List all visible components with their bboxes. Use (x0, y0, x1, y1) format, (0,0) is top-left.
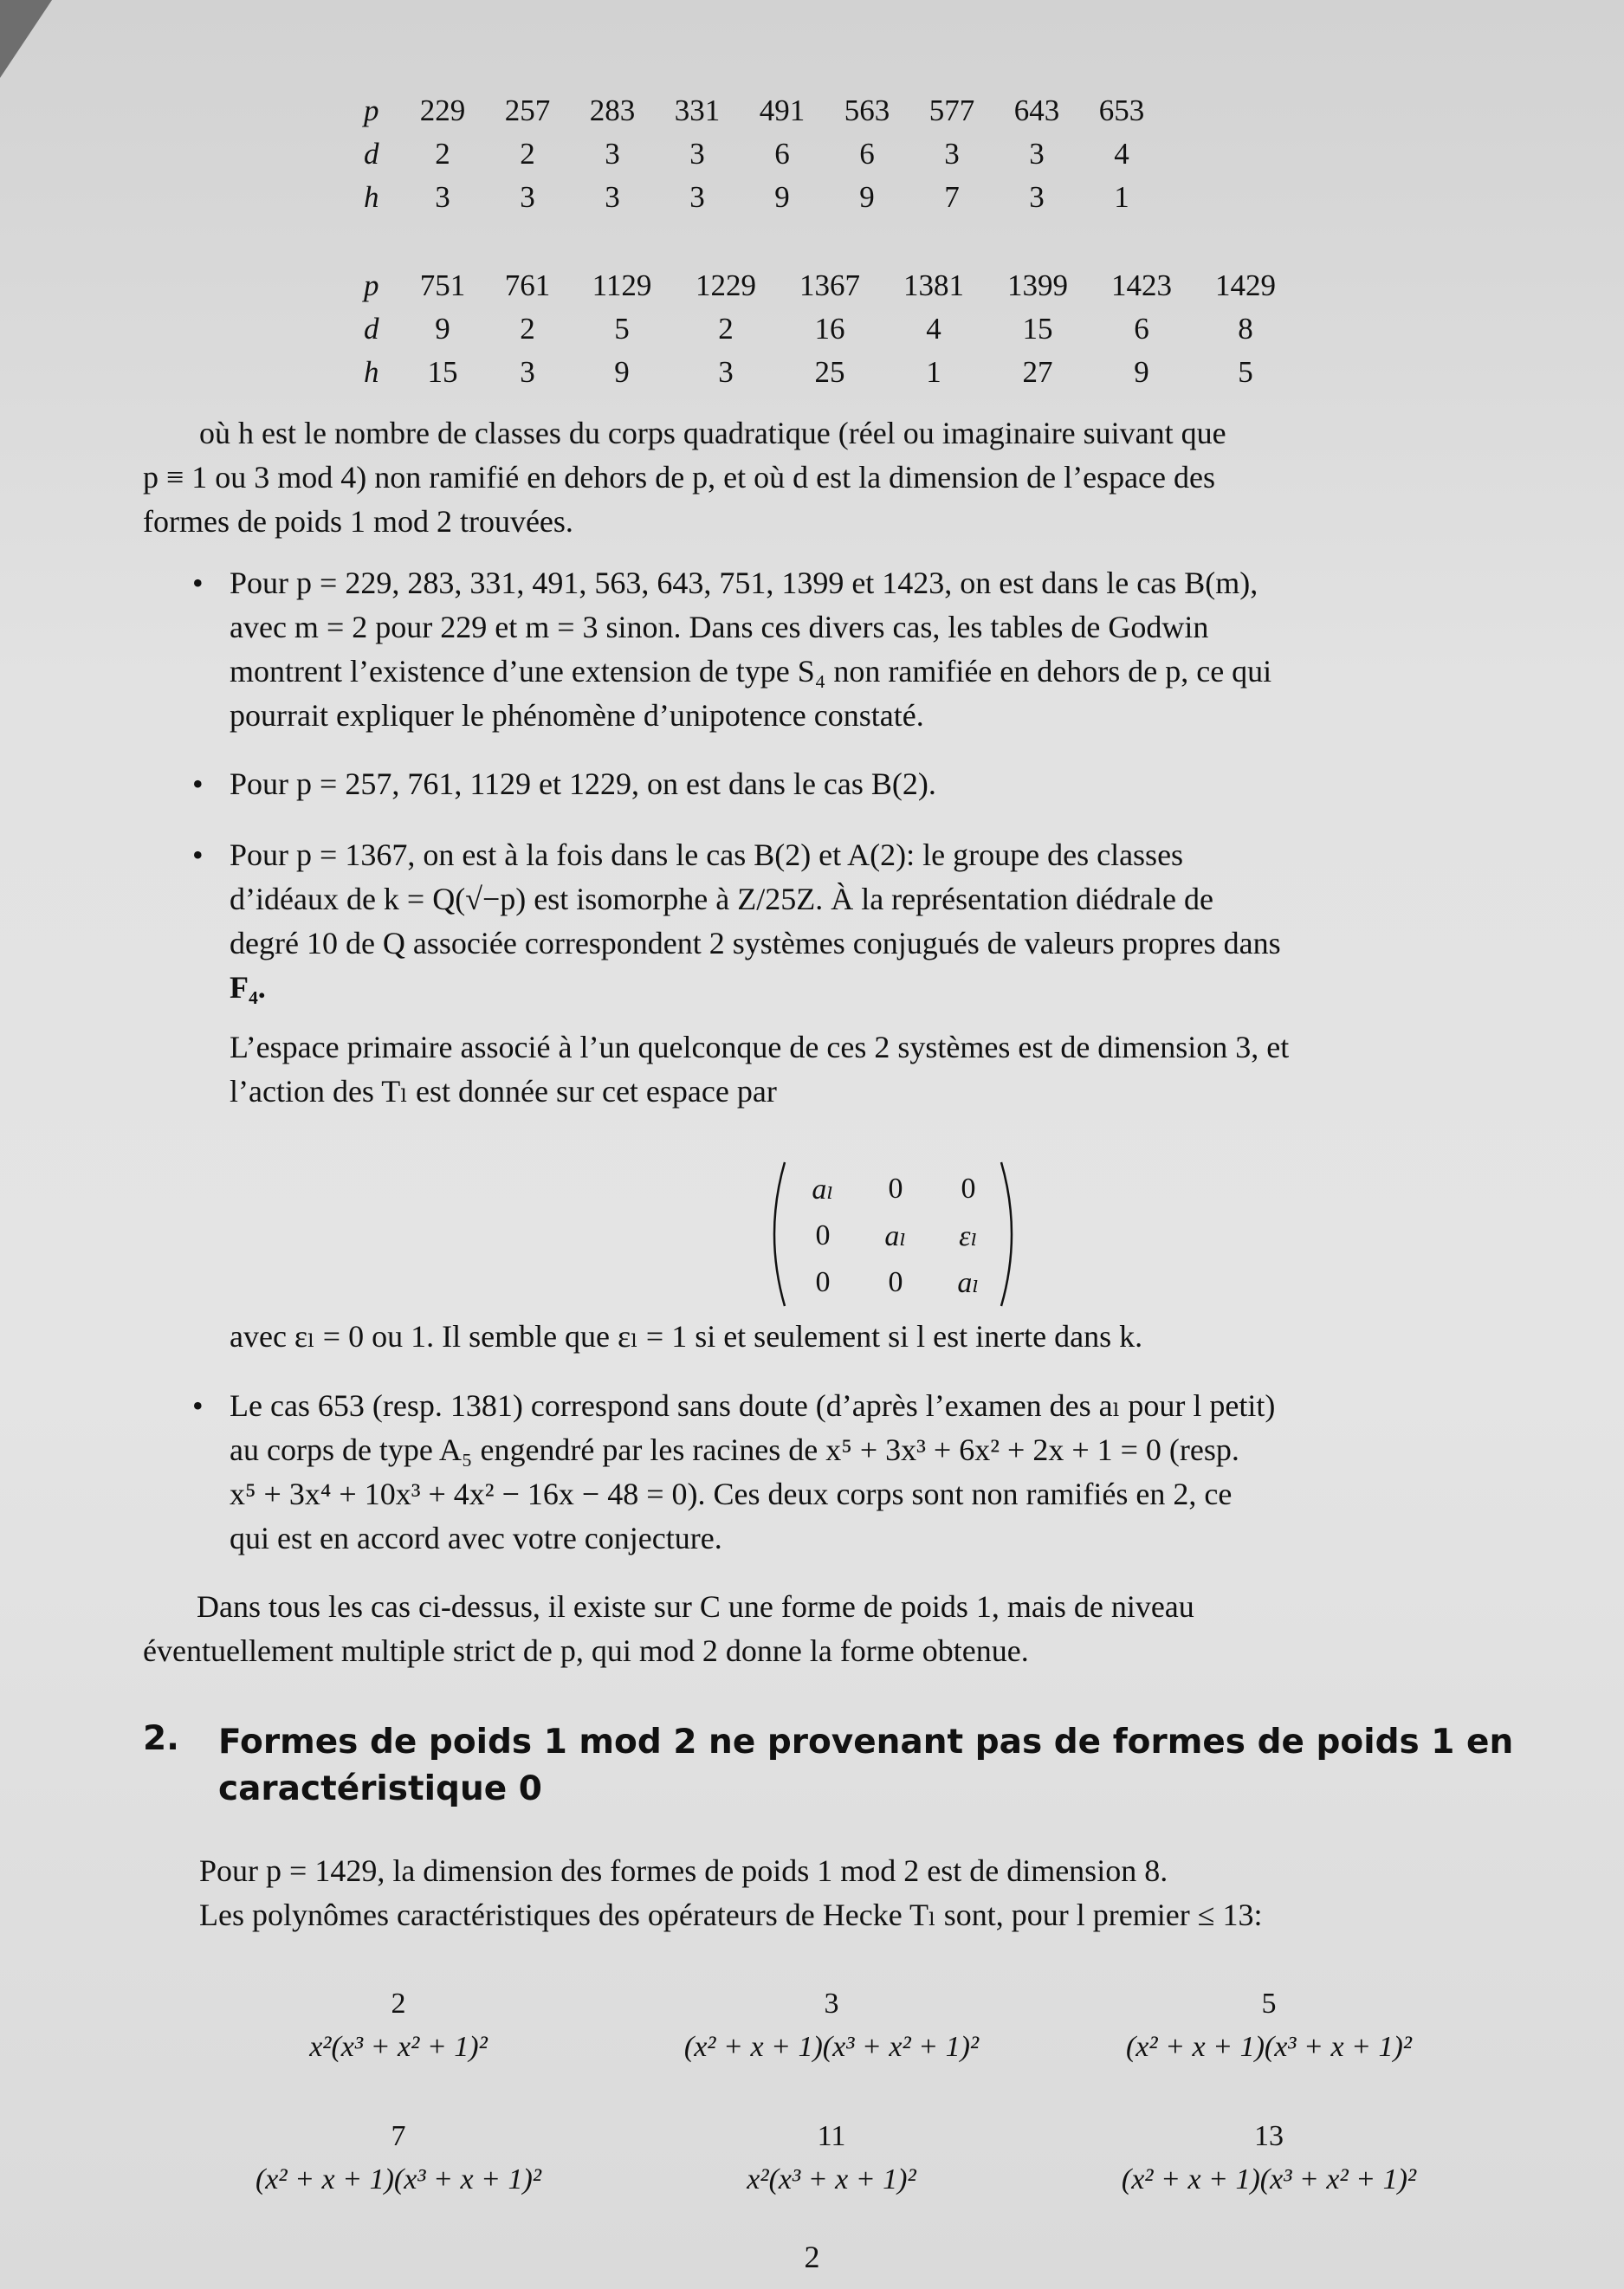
table-row (364, 133, 1164, 176)
table-cell: 761 (504, 268, 551, 302)
table-cell: 563 (844, 94, 890, 127)
poly-l-13 (1044, 2120, 1494, 2196)
bullet-case-b2 (230, 762, 1537, 806)
bullet-dot: • (192, 566, 204, 600)
table-row (364, 89, 1164, 133)
table-cell: 9 (614, 355, 630, 389)
text-line: qui est en accord avec votre conjecture. (230, 1521, 722, 1555)
table-cell: 1381 (903, 268, 964, 302)
text-line: p ≡ 1 ou 3 mod 4) non ramifié en dehors de p, et où d est la dimension de l’espace des (143, 460, 1215, 495)
table-cell: 9 (435, 312, 450, 346)
text-line: degré 10 de Q associée correspondent 2 systèmes conjugués de valeurs propres dans (230, 926, 1281, 960)
table-cell: 653 (1098, 94, 1145, 127)
paragraph-p-1429 (199, 1849, 1537, 1937)
table-cell: 283 (589, 94, 636, 127)
text-line: Les polynômes caractéristiques des opérateurs de Hecke Tₗ sont, pour l premier ≤ 13: (199, 1898, 1263, 1932)
text-line: au corps de type A₅ engendré par les racines de x⁵ + 3x³ + 6x² + 2x + 1 = 0 (resp. (230, 1432, 1239, 1467)
text-line: Pour p = 229, 283, 331, 491, 563, 643, 751, 1399 et 1423, on est dans le cas B(m), (230, 566, 1258, 600)
table-cell: 15 (1022, 312, 1053, 346)
row-label-h: h (364, 180, 379, 214)
matrix-row (786, 1166, 1005, 1212)
table-cell: 3 (944, 137, 960, 171)
poly-label: 3 (824, 1988, 839, 2020)
matrix-cell: 0 (815, 1219, 831, 1251)
table-cell: 6 (1134, 312, 1149, 346)
table-cell: 3 (718, 355, 734, 389)
page-number: 2 (804, 2240, 820, 2274)
table-cell: 16 (814, 312, 845, 346)
table-cell: 1367 (799, 268, 860, 302)
poly-formula: (x² + x + 1)(x³ + x² + 1)² (1121, 2163, 1417, 2195)
section-title (218, 1719, 1535, 1813)
text-line: pourrait expliquer le phénomène d’unipotence constaté. (230, 698, 924, 733)
text-line: x⁵ + 3x⁴ + 10x³ + 4x² − 16x − 48 = 0). Ces deux corps sont non ramifiés en 2, ce (230, 1477, 1233, 1511)
table-cell: 1 (1114, 180, 1129, 214)
table-cell: 2 (520, 312, 535, 346)
text-line: Pour p = 1429, la dimension des formes de poids 1 mod 2 est de dimension 8. (199, 1853, 1168, 1888)
table-cell: 5 (614, 312, 630, 346)
matrix-body (786, 1166, 1005, 1306)
poly-formula: x²(x³ + x² + 1)² (309, 2031, 488, 2063)
section-number: 2. (143, 1719, 179, 1758)
table-cell: 3 (520, 180, 535, 214)
poly-label: 11 (817, 2120, 846, 2152)
table-cell: 331 (674, 94, 721, 127)
matrix-epsilon-note (230, 1315, 1537, 1359)
poly-l-5 (1044, 1988, 1494, 2064)
poly-label: 7 (391, 2120, 406, 2152)
table-cell: 25 (814, 355, 845, 389)
table-cell: 4 (1114, 137, 1129, 171)
table-primes-2 (364, 264, 1297, 394)
table-cell: 2 (435, 137, 450, 171)
text-line: l’action des Tₗ est donnée sur cet espace par (230, 1074, 777, 1109)
matrix-cell: 0 (961, 1173, 976, 1205)
matrix-cell: aₗ (812, 1174, 834, 1206)
table-cell: 1129 (592, 268, 652, 302)
table-cell: 4 (926, 312, 941, 346)
table-cell: 9 (1134, 355, 1149, 389)
table-cell: 3 (605, 180, 620, 214)
bullet-dot: • (192, 837, 204, 872)
table-cell: 3 (1029, 180, 1045, 214)
table-cell: 3 (520, 355, 535, 389)
text-line: Le cas 653 (resp. 1381) correspond sans doute (d’après l’examen des aₗ pour l petit) (230, 1388, 1276, 1423)
left-parenthesis-icon (762, 1161, 788, 1308)
text-line: montrent l’existence d’une extension de type S₄ non ramifiée en dehors de p, ce qui (230, 654, 1272, 689)
bullet-dot: • (192, 766, 204, 801)
poly-formula: (x² + x + 1)(x³ + x + 1)² (255, 2163, 541, 2195)
table-cell: 751 (419, 268, 466, 302)
table-row (364, 176, 1164, 219)
poly-l-2 (173, 1988, 624, 2064)
table-cell: 491 (759, 94, 806, 127)
text-line: d’idéaux de k = Q(√−p) est isomorphe à Z/25Z. À la représentation diédrale de (230, 882, 1213, 916)
section-title-line: Formes de poids 1 mod 2 ne provenant pas de formes de poids 1 en (218, 1723, 1514, 1762)
table-cell: 6 (774, 137, 790, 171)
table-cell: 3 (689, 180, 705, 214)
text-line: avec m = 2 pour 229 et m = 3 sinon. Dans ces divers cas, les tables de Godwin (230, 610, 1209, 644)
table-primes-1 (364, 89, 1164, 219)
table-cell: 9 (859, 180, 875, 214)
matrix-row (786, 1259, 1005, 1306)
table-cell: 7 (944, 180, 960, 214)
bullet-case-653 (230, 1384, 1537, 1561)
table-cell: 257 (504, 94, 551, 127)
matrix-cell: εₗ (959, 1220, 978, 1252)
row-label-h: h (364, 355, 379, 389)
table-cell: 15 (427, 355, 458, 389)
table-cell: 27 (1022, 355, 1053, 389)
bullet-dot: • (192, 1388, 204, 1423)
table-cell: 2 (718, 312, 734, 346)
text-line: Pour p = 257, 761, 1129 et 1229, on est dans le cas B(2). (230, 766, 936, 801)
matrix-row (786, 1212, 1005, 1259)
row-label-d: d (364, 137, 379, 171)
text-line: formes de poids 1 mod 2 trouvées. (143, 504, 573, 539)
matrix-cell: 0 (888, 1173, 903, 1205)
text-line: avec εₗ = 0 ou 1. Il semble que εₗ = 1 si et seulement si l est inerte dans k. (230, 1319, 1143, 1354)
section-title-line: caractéristique 0 (218, 1769, 542, 1808)
table-cell: 6 (859, 137, 875, 171)
matrix-cell: aₗ (884, 1220, 907, 1252)
poly-formula: x²(x³ + x + 1)² (747, 2163, 916, 2195)
matrix-cell: 0 (815, 1266, 831, 1298)
matrix-action-tl (762, 1161, 1022, 1308)
table-row (364, 264, 1297, 307)
paragraph-weight-one-form (143, 1585, 1533, 1673)
text-line: Pour p = 1367, on est à la fois dans le cas B(2) et A(2): le groupe des classes (230, 837, 1184, 872)
table-cell: 3 (1029, 137, 1045, 171)
table-cell: 1229 (696, 268, 756, 302)
table-cell: 229 (419, 94, 466, 127)
table-cell: 1399 (1007, 268, 1068, 302)
poly-formula: (x² + x + 1)(x³ + x + 1)² (1125, 2031, 1412, 2063)
paragraph-class-number (143, 411, 1533, 544)
poly-l-3 (606, 1988, 1057, 2064)
row-label-p: p (364, 268, 379, 302)
bullet-case-b-m (230, 561, 1537, 738)
bullet-case-1367 (230, 833, 1537, 1114)
table-cell: 3 (435, 180, 450, 214)
text-line: L’espace primaire associé à l’un quelconque de ces 2 systèmes est de dimension 3, et (230, 1030, 1290, 1064)
table-row (364, 307, 1297, 351)
table-cell: 577 (928, 94, 975, 127)
text-line: où h est le nombre de classes du corps quadratique (réel ou imaginaire suivant que (199, 416, 1226, 450)
table-cell: 3 (605, 137, 620, 171)
table-cell: 643 (1013, 94, 1060, 127)
poly-label: 2 (391, 1988, 406, 2020)
row-label-d: d (364, 312, 379, 346)
matrix-cell: aₗ (957, 1267, 980, 1299)
table-cell: 5 (1238, 355, 1253, 389)
text-line: Dans tous les cas ci-dessus, il existe sur C une forme de poids 1, mais de niveau (197, 1589, 1194, 1624)
text-line: éventuellement multiple strict de p, qui mod 2 donne la forme obtenue. (143, 1633, 1029, 1668)
table-cell: 9 (774, 180, 790, 214)
table-row (364, 351, 1297, 394)
matrix-cell: 0 (888, 1266, 903, 1298)
row-label-p: p (364, 94, 379, 127)
poly-label: 5 (1261, 1988, 1277, 2020)
table-cell: 1 (926, 355, 941, 389)
poly-formula: (x² + x + 1)(x³ + x² + 1)² (683, 2031, 980, 2063)
poly-label: 13 (1254, 2120, 1284, 2152)
table-cell: 2 (520, 137, 535, 171)
text-line: F₄. (230, 970, 266, 1005)
table-cell: 8 (1238, 312, 1253, 346)
poly-l-11 (606, 2120, 1057, 2196)
table-cell: 1423 (1111, 268, 1172, 302)
table-cell: 3 (689, 137, 705, 171)
table-cell: 1429 (1215, 268, 1276, 302)
poly-l-7 (173, 2120, 624, 2196)
right-parenthesis-icon (998, 1161, 1024, 1308)
